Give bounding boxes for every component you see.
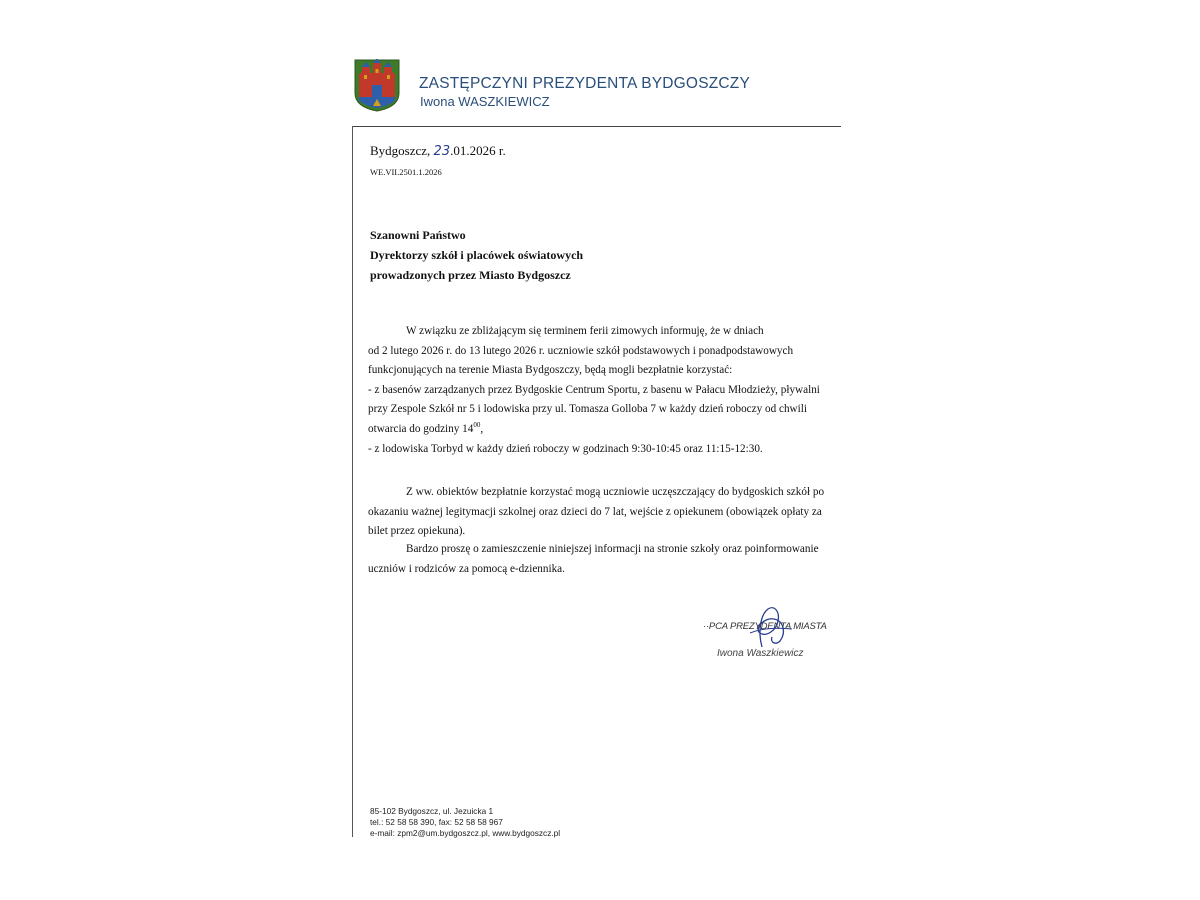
paragraph-request [368, 540, 833, 579]
paragraph-line: uczniów i rodziców za pomocą e-dziennika. [368, 562, 565, 575]
paragraph-line-with-time [368, 420, 833, 440]
footer-contact: e-mail: zpm2@um.bydgoszcz.pl, www.bydgoszcz.pl [370, 828, 561, 838]
date-day-handwritten: 23 [433, 144, 451, 159]
letter-date [370, 143, 506, 159]
addressee-line: prowadzonych przez Miasto Bydgoszcz [370, 268, 571, 282]
paragraph-line: przy Zespole Szkół nr 5 i lodowiska przy ul. Tomasza Golloba 7 w każdy dzień roboczy od chwili [368, 403, 807, 416]
paragraph-line: - z lodowiska Torbyd w każdy dzień roboczy w godzinach 9:30-10:45 oraz 11:15-12:30. [368, 442, 763, 455]
reference-number: WE.VII.2501.1.2026 [370, 167, 442, 177]
date-prefix: Bydgoszcz, [370, 143, 431, 158]
paragraph-line: W związku ze zbliżającym się terminem ferii zimowych informuję, że w dniach [406, 325, 764, 337]
header-official-name: Iwona WASZKIEWICZ [420, 94, 550, 109]
paragraph-line: bilet przez opiekuna). [368, 525, 466, 538]
footer-phone: tel.: 52 58 58 390, fax: 52 58 58 967 [370, 817, 503, 827]
punctuation: , [480, 422, 484, 435]
date-rest: .01.2026 r. [450, 143, 506, 158]
signature-stamp-text: ··PCA PREZYDENTA MIASTA [703, 621, 827, 632]
paragraph-eligibility [368, 483, 833, 542]
signature-name: Iwona Waszkiewicz [717, 648, 804, 659]
handwritten-signature-icon [740, 603, 800, 653]
paragraph-line: funkcjonujących na terenie Miasta Bydgoszczy, będą mogli bezpłatnie korzystać: [368, 364, 733, 377]
paragraph-line: od 2 lutego 2026 r. do 13 lutego 2026 r. uczniowie szkół podstawowych i ponadpodstawowych [368, 344, 794, 357]
addressee-line: Szanowni Państwo [370, 228, 466, 242]
header-title: ZASTĘPCZYNI PREZYDENTA BYDGOSZCZY [419, 75, 750, 92]
paragraph-line: Z ww. obiektów bezpłatnie korzystać mogą uczniowie uczęszczający do bydgoskich szkół po [406, 486, 825, 498]
paragraph-line: Bardzo proszę o zamieszczenie niniejszej informacji na stronie szkoły oraz poinformowanie [406, 543, 819, 555]
footer-address: 85-102 Bydgoszcz, ul. Jezuicka 1 [370, 806, 494, 816]
paragraph-line: - z basenów zarządzanych przez Bydgoskie Centrum Sportu, z basenu w Pałacu Młodzieży, pływalni [368, 383, 820, 396]
city-coat-of-arms-icon [354, 59, 400, 112]
margin-divider [352, 126, 353, 837]
paragraph-announcement [368, 322, 833, 459]
time-superscript: 00 [473, 420, 481, 429]
header-divider [352, 126, 841, 127]
addressee-line: Dyrektorzy szkół i placówek oświatowych [370, 248, 584, 262]
paragraph-line: otwarcia do godziny 14 [368, 422, 474, 435]
paragraph-line: okazaniu ważnej legitymacji szkolnej oraz dzieci do 7 lat, wejście z opiekunem (obowiązek opłaty za [368, 505, 822, 518]
